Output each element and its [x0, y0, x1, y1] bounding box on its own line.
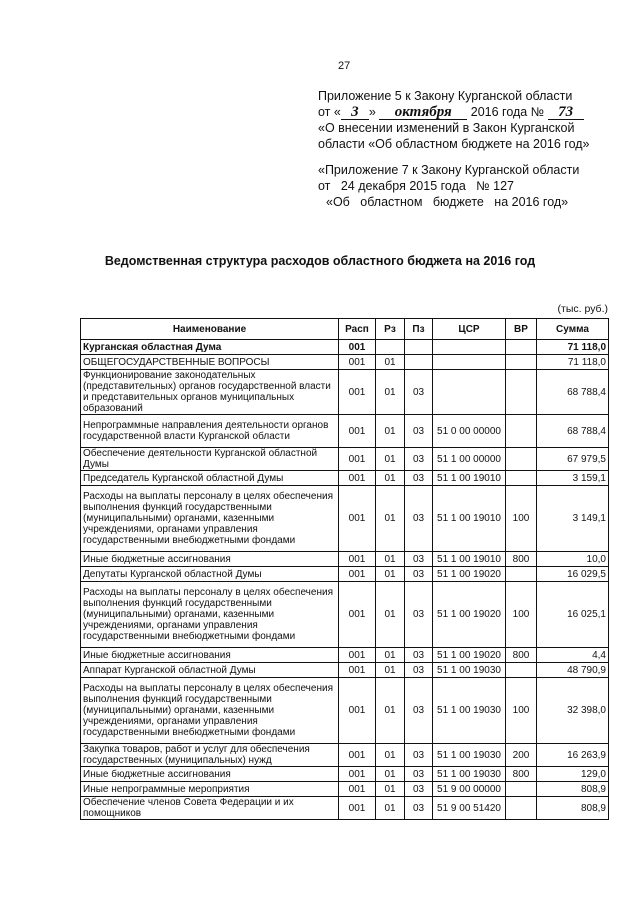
cell-vr	[506, 797, 537, 820]
cell-csr: 51 1 00 19030	[433, 678, 506, 744]
col-header-csr: ЦСР	[433, 319, 506, 340]
cell-sum: 808,9	[537, 782, 609, 797]
cell-csr: 51 9 00 51420	[433, 797, 506, 820]
cell-csr: 51 1 00 19030	[433, 663, 506, 678]
table-row	[81, 567, 609, 582]
table-row	[81, 415, 609, 448]
table-row	[81, 797, 609, 820]
cell-rz: 01	[376, 767, 405, 782]
cell-vr: 800	[506, 767, 537, 782]
cell-sum: 48 790,9	[537, 663, 609, 678]
cell-name: Обеспечение членов Совета Федерации и их помощников	[81, 797, 339, 820]
cell-csr	[433, 370, 506, 415]
cell-rz: 01	[376, 582, 405, 648]
cell-rasp: 001	[339, 767, 376, 782]
cell-rasp: 001	[339, 370, 376, 415]
cell-name: Обеспечение деятельности Курганской областной Думы	[81, 448, 339, 471]
cell-rasp: 001	[339, 797, 376, 820]
cell-pz: 03	[405, 648, 433, 663]
table-row	[81, 582, 609, 648]
date-prefix: от «	[318, 105, 341, 119]
appendix-line-5: «Приложение 7 к Закону Курганской области	[318, 163, 580, 177]
cell-rasp: 001	[339, 340, 376, 355]
cell-rz: 01	[376, 663, 405, 678]
cell-vr	[506, 415, 537, 448]
cell-name: Расходы на выплаты персоналу в целях обеспечения выполнения функций государственными (муниципальными) органами, казенными учреждениями, органами управления государственными внебюджетными фондами	[81, 582, 339, 648]
cell-csr: 51 1 00 19010	[433, 471, 506, 486]
cell-name: Расходы на выплаты персоналу в целях обеспечения выполнения функций государственными (муниципальными) органами, казенными учреждениями, органами управления государственными внебюджетными фондами	[81, 486, 339, 552]
table-row	[81, 648, 609, 663]
cell-name: Курганская областная Дума	[81, 340, 339, 355]
cell-sum: 16 029,5	[537, 567, 609, 582]
cell-pz: 03	[405, 471, 433, 486]
col-header-sum: Сумма	[537, 319, 609, 340]
cell-vr	[506, 782, 537, 797]
table-row	[81, 663, 609, 678]
cell-vr: 800	[506, 648, 537, 663]
cell-pz: 03	[405, 767, 433, 782]
cell-rz: 01	[376, 471, 405, 486]
appendix-line-1: Приложение 5 к Закону Курганской области	[318, 89, 573, 103]
table-row	[81, 448, 609, 471]
cell-name: Закупка товаров, работ и услуг для обеспечения государственных (муниципальных) нужд	[81, 744, 339, 767]
handwritten-day: 3	[341, 106, 369, 120]
cell-sum: 808,9	[537, 797, 609, 820]
date-mid: »	[368, 105, 376, 119]
table-row	[81, 471, 609, 486]
cell-pz	[405, 355, 433, 370]
cell-sum: 67 979,5	[537, 448, 609, 471]
cell-rasp: 001	[339, 355, 376, 370]
budget-table	[80, 318, 609, 820]
cell-rasp: 001	[339, 486, 376, 552]
cell-name: Непрограммные направления деятельности органов государственной власти Курганской области	[81, 415, 339, 448]
handwritten-number: 73	[548, 106, 584, 120]
cell-name: Аппарат Курганской областной Думы	[81, 663, 339, 678]
cell-pz: 03	[405, 782, 433, 797]
cell-pz: 03	[405, 415, 433, 448]
col-header-vr: ВР	[506, 319, 537, 340]
appendix-line-4: области «Об областном бюджете на 2016 год»	[318, 137, 590, 151]
cell-rasp: 001	[339, 471, 376, 486]
cell-name: Иные бюджетные ассигнования	[81, 552, 339, 567]
cell-vr: 100	[506, 678, 537, 744]
cell-vr	[506, 448, 537, 471]
cell-vr	[506, 370, 537, 415]
cell-pz: 03	[405, 582, 433, 648]
cell-rasp: 001	[339, 782, 376, 797]
cell-name: Иные бюджетные ассигнования	[81, 648, 339, 663]
cell-rasp: 001	[339, 415, 376, 448]
cell-csr	[433, 355, 506, 370]
cell-rz: 01	[376, 355, 405, 370]
cell-rz: 01	[376, 552, 405, 567]
page-title: Ведомственная структура расходов областного бюджета на 2016 год	[104, 254, 536, 268]
appendix-line-3: «О внесении изменений в Закон Курганской	[318, 121, 575, 135]
cell-sum: 68 788,4	[537, 415, 609, 448]
cell-sum: 71 118,0	[537, 340, 609, 355]
date-year: 2016 года №	[470, 105, 545, 119]
cell-rasp: 001	[339, 567, 376, 582]
cell-csr: 51 1 00 19010	[433, 486, 506, 552]
cell-name: Функционирование законодательных (представительных) органов государственной власти и представительных органов муниципальных образований	[81, 370, 339, 415]
cell-csr: 51 1 00 19020	[433, 567, 506, 582]
cell-name: ОБЩЕГОСУДАРСТВЕННЫЕ ВОПРОСЫ	[81, 355, 339, 370]
cell-rz: 01	[376, 486, 405, 552]
cell-vr: 100	[506, 486, 537, 552]
cell-rz: 01	[376, 782, 405, 797]
cell-name: Иные непрограммные мероприятия	[81, 782, 339, 797]
cell-sum: 68 788,4	[537, 370, 609, 415]
cell-vr	[506, 355, 537, 370]
cell-sum: 3 149,1	[537, 486, 609, 552]
cell-sum: 16 025,1	[537, 582, 609, 648]
table-row	[81, 340, 609, 355]
cell-csr: 51 9 00 00000	[433, 782, 506, 797]
cell-sum: 16 263,9	[537, 744, 609, 767]
cell-pz: 03	[405, 663, 433, 678]
cell-rasp: 001	[339, 648, 376, 663]
cell-pz: 03	[405, 678, 433, 744]
cell-rasp: 001	[339, 582, 376, 648]
table-row	[81, 767, 609, 782]
table-row	[81, 486, 609, 552]
cell-pz: 03	[405, 552, 433, 567]
cell-pz: 03	[405, 797, 433, 820]
cell-vr	[506, 471, 537, 486]
handwritten-month: октября	[379, 106, 467, 120]
cell-csr: 51 1 00 19030	[433, 767, 506, 782]
cell-csr: 51 1 00 19020	[433, 582, 506, 648]
cell-vr: 100	[506, 582, 537, 648]
cell-rasp: 001	[339, 744, 376, 767]
cell-rz	[376, 340, 405, 355]
cell-name: Депутаты Курганской областной Думы	[81, 567, 339, 582]
cell-pz	[405, 340, 433, 355]
cell-rz: 01	[376, 744, 405, 767]
cell-csr	[433, 340, 506, 355]
cell-sum: 4,4	[537, 648, 609, 663]
col-header-pz: Пз	[405, 319, 433, 340]
cell-csr: 51 1 00 19020	[433, 648, 506, 663]
col-header-name: Наименование	[81, 319, 339, 340]
cell-name: Председатель Курганской областной Думы	[81, 471, 339, 486]
cell-csr: 51 1 00 00000	[433, 448, 506, 471]
appendix-date-line	[318, 104, 584, 120]
page-number: 27	[338, 60, 351, 72]
cell-pz: 03	[405, 744, 433, 767]
table-header-row	[81, 319, 609, 340]
cell-sum: 71 118,0	[537, 355, 609, 370]
cell-rz: 01	[376, 648, 405, 663]
cell-rasp: 001	[339, 552, 376, 567]
table-row	[81, 678, 609, 744]
table-row	[81, 355, 609, 370]
cell-vr	[506, 567, 537, 582]
cell-sum: 10,0	[537, 552, 609, 567]
cell-rasp: 001	[339, 678, 376, 744]
cell-sum: 129,0	[537, 767, 609, 782]
cell-pz: 03	[405, 370, 433, 415]
cell-rz: 01	[376, 415, 405, 448]
cell-pz: 03	[405, 486, 433, 552]
cell-rz: 01	[376, 797, 405, 820]
cell-rasp: 001	[339, 448, 376, 471]
cell-pz: 03	[405, 448, 433, 471]
col-header-rz: Рз	[376, 319, 405, 340]
cell-rz: 01	[376, 567, 405, 582]
cell-csr: 51 1 00 19030	[433, 744, 506, 767]
col-header-rasp: Расп	[339, 319, 376, 340]
cell-csr: 51 0 00 00000	[433, 415, 506, 448]
cell-vr	[506, 340, 537, 355]
cell-vr: 200	[506, 744, 537, 767]
units-label: (тыс. руб.)	[557, 303, 608, 315]
table-row	[81, 370, 609, 415]
cell-rasp: 001	[339, 663, 376, 678]
appendix-line-6: от 24 декабря 2015 года № 127	[318, 179, 514, 193]
cell-rz: 01	[376, 370, 405, 415]
table-body	[81, 340, 609, 820]
cell-vr	[506, 663, 537, 678]
appendix-line-7: «Об областном бюджете на 2016 год»	[326, 195, 569, 209]
cell-pz: 03	[405, 567, 433, 582]
cell-csr: 51 1 00 19010	[433, 552, 506, 567]
cell-rz: 01	[376, 678, 405, 744]
cell-sum: 3 159,1	[537, 471, 609, 486]
cell-rz: 01	[376, 448, 405, 471]
cell-name: Расходы на выплаты персоналу в целях обеспечения выполнения функций государственными (муниципальными) органами, казенными учреждениями, органами управления государственными внебюджетными фондами	[81, 678, 339, 744]
table-row	[81, 552, 609, 567]
table-row	[81, 744, 609, 767]
cell-name: Иные бюджетные ассигнования	[81, 767, 339, 782]
cell-sum: 32 398,0	[537, 678, 609, 744]
cell-vr: 800	[506, 552, 537, 567]
table-row	[81, 782, 609, 797]
